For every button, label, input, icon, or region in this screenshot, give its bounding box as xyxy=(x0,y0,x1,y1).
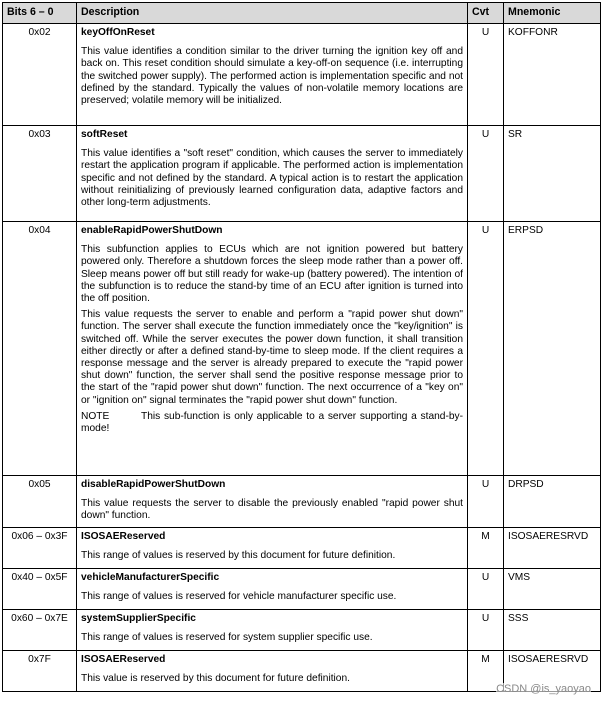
mnemonic-cell: KOFFONR xyxy=(504,24,601,126)
table-row xyxy=(3,569,601,610)
table-row xyxy=(3,222,601,476)
description-text: This value identifies a "soft reset" condition, which causes the server to immediately restart the application program if applicable. The performed action is implementation specific and not defined by the standard. A typical action is to restart the application without reinitializing of previously learned configuration data, adaptive factors and other long-term adjustments. xyxy=(81,148,463,209)
description-cell xyxy=(77,528,468,569)
cvt-cell: U xyxy=(468,24,504,126)
description-text: This value requests the server to enable and perform a "rapid power shut down" function. The server shall execute the function immediately once the "key/ignition" is switched off. While the server executes the power down function, it shall transition either directly or after a defined stand-by-time to sleep mode. If the client requires a response message and the server is already prepared to execute the "rapid power shut down" function, the server shall send the positive response message prior to the start of the "rapid power shut down" function. The next occurrence of a "key on" or "ignition on" signal terminates the "rapid power shut down" function. xyxy=(81,309,463,406)
bits-cell: 0x05 xyxy=(3,476,77,528)
mnemonic-cell: DRPSD xyxy=(504,476,601,528)
table-row xyxy=(3,528,601,569)
description-cell xyxy=(77,126,468,222)
cvt-cell: U xyxy=(468,569,504,610)
bits-cell: 0x40 – 0x5F xyxy=(3,569,77,610)
table-row xyxy=(3,476,601,528)
description-text: This subfunction applies to ECUs which are not ignition powered but battery powered only. Therefore a shutdown forces the sleep mode rather than a power off. Sleep means power off but still ready for wake-up (battery powered). The intention of the subfunction is to reduce the stand-by time of an ECU after ignition is turned into the off position. xyxy=(81,244,463,305)
table-row xyxy=(3,126,601,222)
mnemonic-cell: ISOSAERESRVD xyxy=(504,528,601,569)
parameter-name: enableRapidPowerShutDown xyxy=(81,225,223,236)
subfunction-table xyxy=(2,2,601,692)
mnemonic-cell: ISOSAERESRVD xyxy=(504,651,601,692)
header-description: Description xyxy=(77,3,468,24)
bits-cell: 0x02 xyxy=(3,24,77,126)
description-cell xyxy=(77,569,468,610)
description-text: This range of values is reserved for vehicle manufacturer specific use. xyxy=(81,591,397,603)
bits-cell: 0x7F xyxy=(3,651,77,692)
header-cvt: Cvt xyxy=(468,3,504,24)
table-header-row xyxy=(3,3,601,24)
cvt-cell: U xyxy=(468,126,504,222)
description-text: This value identifies a condition similar to the driver turning the ignition key off and back on. This reset condition should simulate a key-off-on sequence (i.e. interrupting the switched power supply). The performed action is implementation specific and not defined by the standard. Typically the values of non-volatile memory locations are preserved; volatile memory will be initialized. xyxy=(81,46,463,107)
header-bits: Bits 6 – 0 xyxy=(3,3,77,24)
header-mnemonic: Mnemonic xyxy=(504,3,601,24)
table-row xyxy=(3,610,601,651)
description-text: This range of values is reserved for system supplier specific use. xyxy=(81,632,373,644)
parameter-name: softReset xyxy=(81,129,128,140)
description-text: This value is reserved by this document for future definition. xyxy=(81,673,350,685)
bits-cell: 0x04 xyxy=(3,222,77,476)
description-text: This value requests the server to disable the previously enabled "rapid power shut down" function. xyxy=(81,498,463,522)
note-label: NOTE xyxy=(81,410,110,422)
parameter-name: disableRapidPowerShutDown xyxy=(81,479,226,490)
description-cell xyxy=(77,610,468,651)
mnemonic-cell: VMS xyxy=(504,569,601,610)
parameter-name: ISOSAEReserved xyxy=(81,531,166,542)
note-body: This sub-function is only applicable to a server supporting a stand-by-mode! xyxy=(81,410,463,435)
cvt-cell: M xyxy=(468,528,504,569)
bits-cell: 0x60 – 0x7E xyxy=(3,610,77,651)
bits-cell: 0x06 – 0x3F xyxy=(3,528,77,569)
cvt-cell: U xyxy=(468,610,504,651)
description-cell xyxy=(77,651,468,692)
parameter-name: systemSupplierSpecific xyxy=(81,613,196,624)
description-text: This range of values is reserved by this document for future definition. xyxy=(81,550,396,562)
parameter-name: ISOSAEReserved xyxy=(81,654,166,665)
note-text xyxy=(81,411,463,435)
table-row xyxy=(3,24,601,126)
parameter-name: keyOffOnReset xyxy=(81,27,155,38)
cvt-cell: M xyxy=(468,651,504,692)
description-cell xyxy=(77,222,468,476)
parameter-name: vehicleManufacturerSpecific xyxy=(81,572,220,583)
description-cell xyxy=(77,24,468,126)
bits-cell: 0x03 xyxy=(3,126,77,222)
cvt-cell: U xyxy=(468,476,504,528)
mnemonic-cell: SSS xyxy=(504,610,601,651)
mnemonic-cell: SR xyxy=(504,126,601,222)
mnemonic-cell: ERPSD xyxy=(504,222,601,476)
watermark-text: CSDN @is_yaoyao xyxy=(496,683,591,695)
description-cell xyxy=(77,476,468,528)
cvt-cell: U xyxy=(468,222,504,476)
